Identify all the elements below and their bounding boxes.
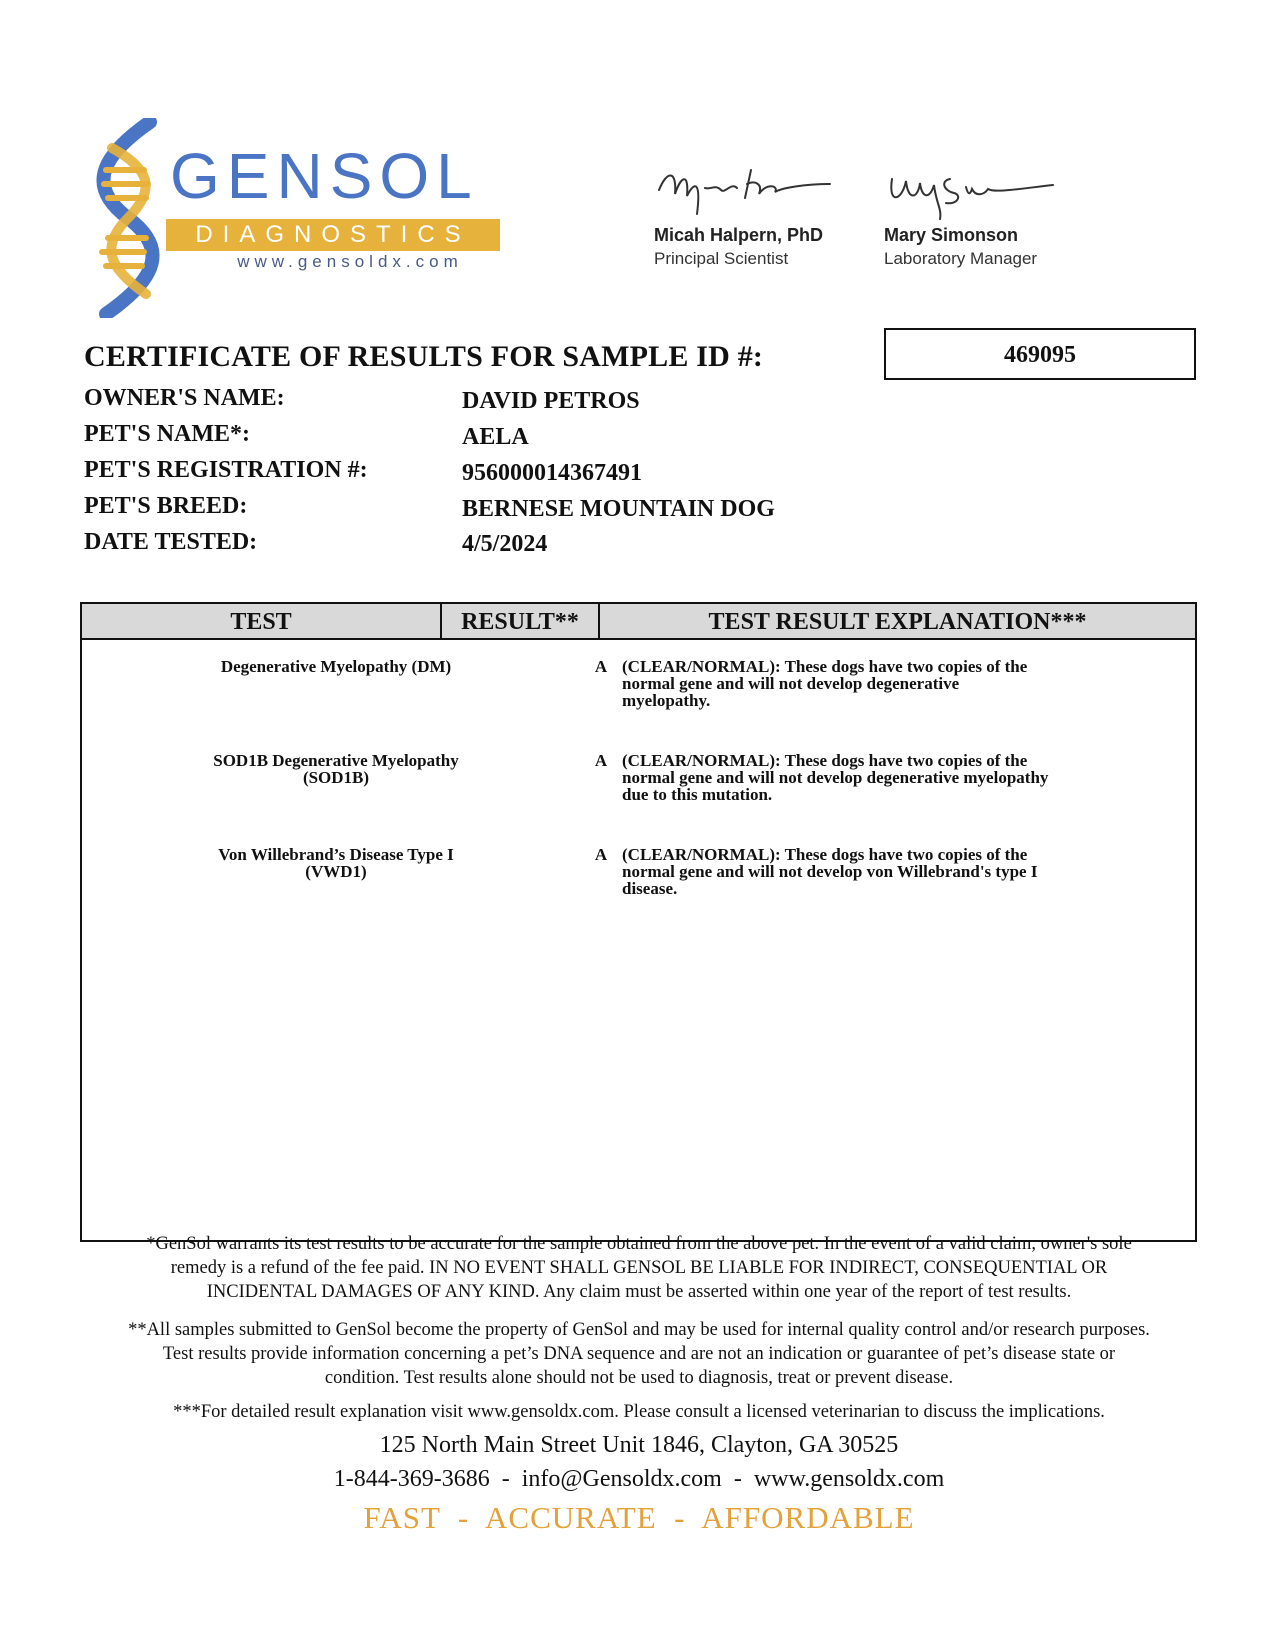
results-table (80, 602, 1197, 1242)
row-1-result: A (594, 657, 608, 676)
pet-name-label: PET'S NAME*: (84, 421, 251, 447)
signature-simonson-icon (888, 165, 1058, 220)
row-3-test-line: (VWD1) (305, 862, 367, 881)
certificate-title: CERTIFICATE OF RESULTS FOR SAMPLE ID #: (84, 340, 764, 373)
signatory-2-title: Laboratory Manager (884, 249, 1038, 268)
signature-halpern-icon (655, 160, 835, 220)
date-tested-label: DATE TESTED: (84, 529, 258, 555)
contact-separator: - (501, 1466, 510, 1492)
samples-note (84, 1318, 1194, 1390)
contact-email[interactable]: info@Gensoldx.com (521, 1466, 722, 1492)
warranty-note-line: *GenSol warrants its test results to be accurate for the sample obtained from the above pet. In the event of a valid claim, owner's sole (146, 1234, 1132, 1254)
date-tested-value: 4/5/2024 (462, 531, 548, 557)
signatory-1-title: Principal Scientist (654, 249, 789, 268)
logo-band (166, 219, 500, 251)
row-3-expl-line: (CLEAR/NORMAL): These dogs have two copies of the (622, 845, 1028, 864)
breed-value: BERNESE MOUNTAIN DOG (462, 496, 775, 522)
row-2-explanation (622, 752, 1102, 803)
contact-website[interactable]: www.gensoldx.com (753, 1466, 945, 1492)
logo-url: www.gensoldx.com (237, 252, 463, 271)
logo-wordmark: GENSOL (170, 140, 479, 212)
owner-name-label: OWNER'S NAME: (84, 385, 285, 411)
warranty-note-line: INCIDENTAL DAMAGES OF ANY KIND. Any claim must be asserted within one year of the report of test results. (206, 1282, 1072, 1302)
row-1-expl-line: normal gene and will not develop degenerative (622, 674, 960, 693)
row-3-expl-line: disease. (622, 879, 678, 898)
table-header (82, 604, 1195, 640)
signatory-2-name: Mary Simonson (884, 225, 1019, 245)
registration-label: PET'S REGISTRATION #: (84, 457, 368, 483)
signatory-2 (884, 225, 1037, 269)
owner-name-value: DAVID PETROS (462, 388, 640, 414)
row-2-expl-line: normal gene and will not develop degenerative myelopathy (622, 768, 1049, 787)
contact-separator: - (733, 1466, 742, 1492)
row-3-test-line: Von Willebrand’s Disease Type I (218, 845, 454, 864)
warranty-note-line: remedy is a refund of the fee paid. IN NO EVENT SHALL GENSOL BE LIABLE FOR INDIRECT, CONSEQUENTIAL OR (170, 1258, 1108, 1278)
pet-name-value: AELA (462, 424, 529, 450)
row-3-result: A (594, 845, 608, 864)
samples-note-line: condition. Test results alone should not be used to diagnosis, treat or prevent disease. (324, 1368, 954, 1388)
logo-band-text: DIAGNOSTICS (195, 221, 471, 248)
warranty-note (84, 1232, 1194, 1304)
header-test: TEST (230, 609, 292, 635)
lab-address: 125 North Main Street Unit 1846, Clayton, GA 30525 (379, 1432, 899, 1458)
row-1-expl-line: (CLEAR/NORMAL): These dogs have two copies of the (622, 657, 1028, 676)
row-3-test (102, 846, 570, 880)
row-1-test (102, 658, 570, 675)
row-3-expl-line: normal gene and will not develop von Willebrand's type I (622, 862, 1038, 881)
row-3-explanation (622, 846, 1102, 897)
contact-line (84, 1466, 1194, 1493)
signatory-1 (654, 225, 823, 269)
row-2-result: A (594, 751, 608, 770)
contact-phone: 1-844-369-3686 (333, 1466, 490, 1492)
row-2-expl-line: (CLEAR/NORMAL): These dogs have two copies of the (622, 751, 1028, 770)
header-explanation: TEST RESULT EXPLANATION*** (708, 609, 1087, 635)
row-2-expl-line: due to this mutation. (622, 785, 773, 804)
registration-value: 956000014367491 (462, 460, 642, 486)
row-2-test-line: SOD1B Degenerative Myelopathy (213, 751, 459, 770)
row-2-test (102, 752, 570, 786)
signatory-1-name: Micah Halpern, PhD (654, 225, 824, 245)
row-1-expl-line: myelopathy. (622, 691, 711, 710)
breed-label: PET'S BREED: (84, 493, 248, 519)
explanation-note: ***For detailed result explanation visit www.gensoldx.com. Please consult a licensed veterinarian to discuss the implications. (173, 1402, 1105, 1422)
header-result: RESULT** (461, 609, 579, 635)
row-2-test-line: (SOD1B) (302, 768, 370, 787)
sample-id-box: 469095 (884, 328, 1196, 380)
samples-note-line: **All samples submitted to GenSol become the property of GenSol and may be used for internal quality control and/or research purposes. (128, 1320, 1150, 1340)
row-1-explanation (622, 658, 1102, 709)
row-1-test-line: Degenerative Myelopathy (DM) (220, 657, 452, 676)
samples-note-line: Test results provide information concerning a pet’s DNA sequence and are not an indication or guarantee of pet’s disease state or (162, 1344, 1116, 1364)
tagline: FAST - ACCURATE - AFFORDABLE (363, 1500, 915, 1535)
